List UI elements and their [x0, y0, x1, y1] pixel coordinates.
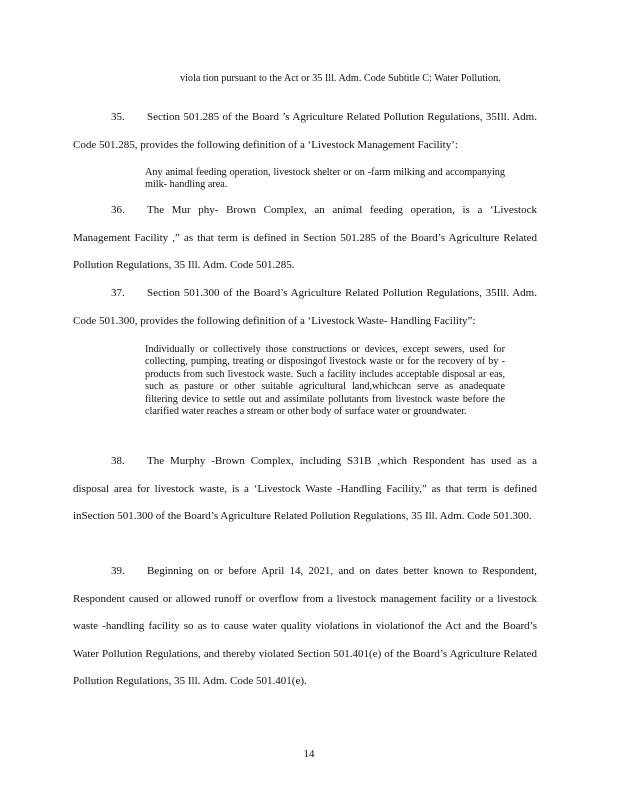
paragraph-number: 39.: [111, 565, 125, 577]
paragraph-number: 38.: [111, 455, 125, 467]
paragraph-35: [73, 104, 537, 159]
block-quote-livestock-waste-handling-facility: Individually or collectively those constructions or devices, except sewers, used for collecting, pumping, treating or disposingof livestock waste or for the recovery of by -products from such livestock waste. Such a facility includes acceptable disposal ar eas, such as pasture or other suitable agricultural land,whichcan serve as anadequate filtering device to settle out and assimilate pollutants from livestock waste before the clarified water reaches a stream or other body of surface water or groundwater.: [145, 344, 505, 418]
paragraph-number: 36.: [111, 204, 125, 216]
paragraph-text: Beginning on or before April 14, 2021, and on dates better known to Respondent, Respondent caused or allowed runoff or overflow from a livestock management facility or a livestock waste -handling facility so as to cause water quality violations in violationof the Act and the Board’s Water Pollution Regulations, and thereby violated Section 501.401(e) of the Board’s Agriculture Related Pollution Regulations, 35 Ill. Adm. Code 501.401(e).: [73, 565, 537, 687]
paragraph-39: [73, 558, 537, 696]
page-number: 14: [303, 748, 315, 760]
paragraph-text: Section 501.300 of the Board’s Agriculture Related Pollution Regulations, 35Ill. Adm. Code 501.300, provides the following definition of a ‘Livestock Waste- Handling Facility”:: [73, 287, 537, 327]
paragraph-37: [73, 280, 537, 335]
paragraph-36: [73, 197, 537, 280]
paragraph-38: [73, 448, 537, 531]
paragraph-number: 35.: [111, 111, 125, 123]
block-quote-livestock-management-facility: Any animal feeding operation, livestock shelter or on -farm milking and accompanying milk- handling area.: [145, 167, 505, 191]
paragraph-text: The Mur phy- Brown Complex, an animal feeding operation, is a ‘Livestock Management Facility ,” as that term is defined in Section 501.285 of the Board’s Agriculture Related Pollution Regulations, 35 Ill. Adm. Code 501.285.: [73, 204, 537, 271]
paragraph-number: 37.: [111, 287, 125, 299]
block-quote-continuation: viola tion pursuant to the Act or 35 Ill. Adm. Code Subtitle C: Water Pollution.: [180, 73, 501, 84]
paragraph-text: The Murphy -Brown Complex, including S31B ,which Respondent has used as a disposal area for livestock waste, is a ‘Livestock Waste -Handling Facility,” as that term is defined inSection 501.300 of the Board’s Agriculture Related Pollution Regulations, 35 Ill. Adm. Code 501.300.: [73, 455, 537, 522]
paragraph-text: Section 501.285 of the Board ’s Agriculture Related Pollution Regulations, 35Ill. Adm. Code 501.285, provides the following definition of a ‘Livestock Management Facility’:: [73, 111, 537, 151]
